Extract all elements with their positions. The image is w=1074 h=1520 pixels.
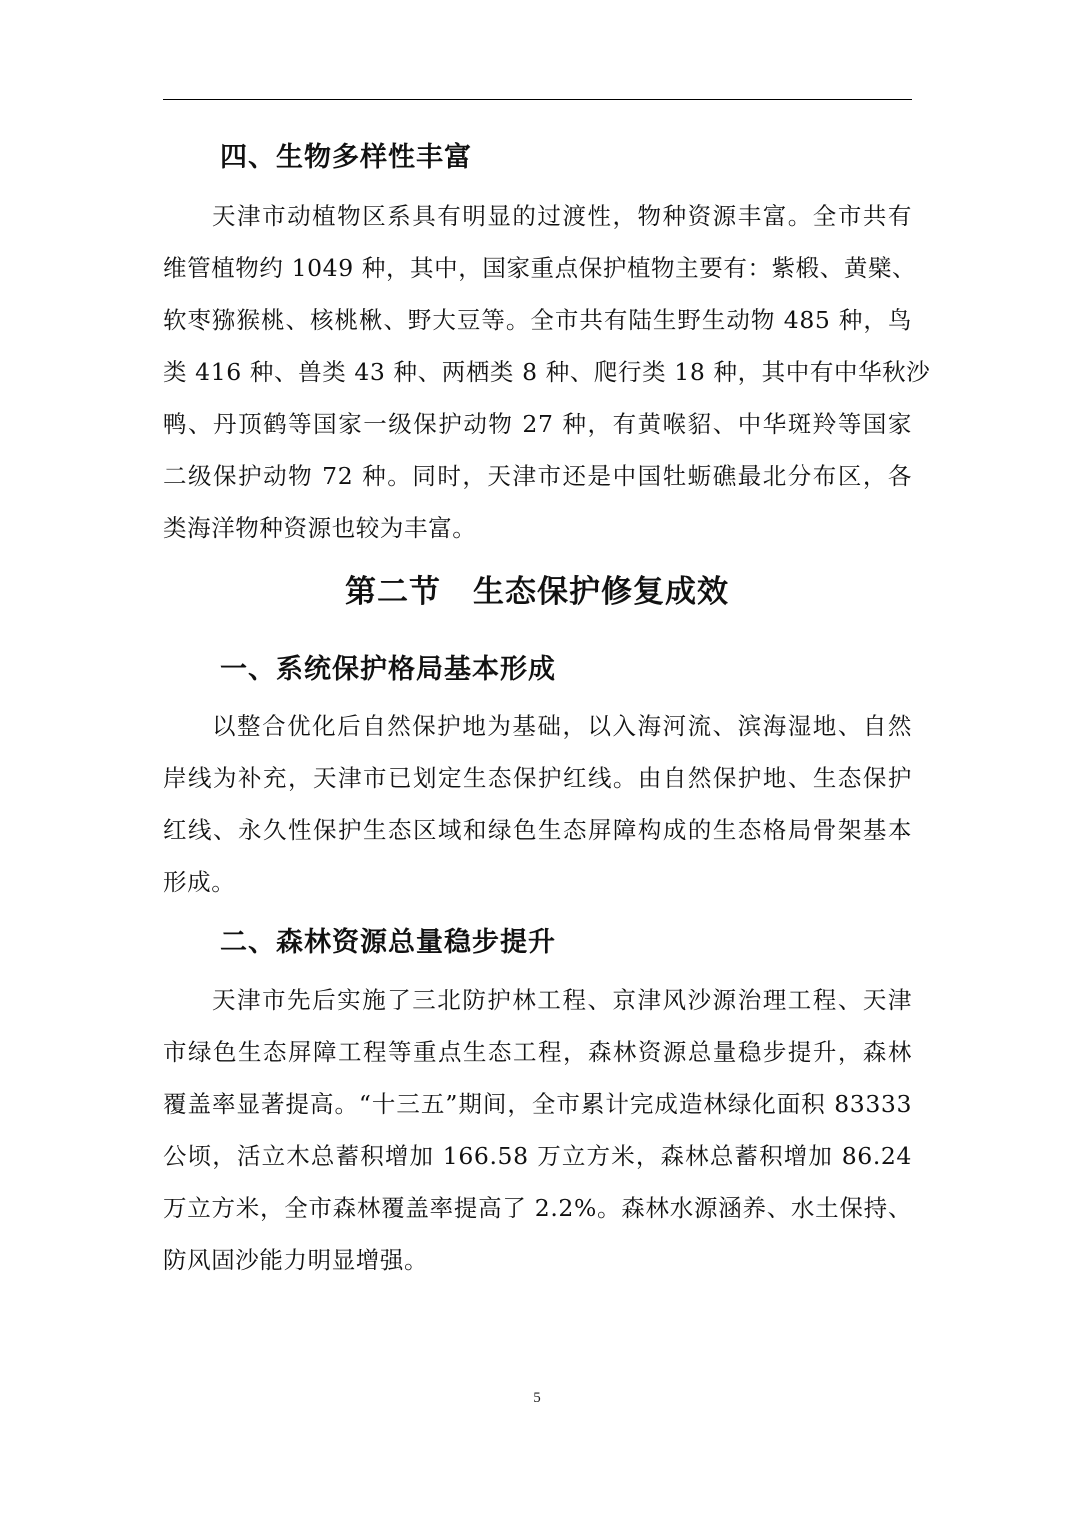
- paragraph-biodiversity: [163, 190, 931, 554]
- heading-biodiversity: 四、生物多样性丰富: [220, 142, 472, 173]
- paragraph-line: 鸭、丹顶鹤等国家一级保护动物 27 种，有黄喉貂、中华斑羚等国家: [163, 410, 912, 438]
- paragraph-line: 万立方米，全市森林覆盖率提高了 2.2%。森林水源涵养、水土保持、: [163, 1194, 912, 1222]
- paragraph-line: 天津市先后实施了三北防护林工程、京津风沙源治理工程、天津: [212, 986, 912, 1014]
- paragraph-line: 类 416 种、兽类 43 种、两栖类 8 种、爬行类 18 种，其中有中华秋沙: [163, 358, 931, 386]
- paragraph-line: 以整合优化后自然保护地为基础，以入海河流、滨海湿地、自然: [212, 712, 912, 740]
- paragraph-protection-pattern: [163, 700, 912, 908]
- paragraph-line: 形成。: [163, 868, 236, 896]
- paragraph-line: 覆盖率显著提高。“十三五”期间，全市累计完成造林绿化面积 83333: [163, 1090, 912, 1118]
- section-title: 第二节 生态保护修复成效: [345, 574, 729, 610]
- paragraph-line: 防风固沙能力明显增强。: [163, 1246, 429, 1274]
- paragraph-line: 二级保护动物 72 种。同时，天津市还是中国牡蛎礁最北分布区，各: [163, 462, 912, 490]
- paragraph-line: 岸线为补充，天津市已划定生态保护红线。由自然保护地、生态保护: [163, 764, 912, 792]
- paragraph-line: 市绿色生态屏障工程等重点生态工程，森林资源总量稳步提升，森林: [163, 1038, 912, 1066]
- heading-protection-pattern: 一、系统保护格局基本形成: [220, 654, 556, 685]
- paragraph-line: 公顷，活立木总蓄积增加 166.58 万立方米，森林总蓄积增加 86.24: [163, 1142, 912, 1170]
- paragraph-forest-resources: [163, 974, 912, 1286]
- paragraph-line: 软枣猕猴桃、核桃楸、野大豆等。全市共有陆生野生动物 485 种，鸟: [163, 306, 912, 334]
- heading-forest-resources: 二、森林资源总量稳步提升: [220, 927, 556, 958]
- page-number: 5: [533, 1390, 541, 1406]
- paragraph-line: 红线、永久性保护生态区域和绿色生态屏障构成的生态格局骨架基本: [163, 816, 912, 844]
- paragraph-line: 类海洋物种资源也较为丰富。: [163, 514, 477, 542]
- header-rule: [163, 99, 912, 100]
- paragraph-line: 天津市动植物区系具有明显的过渡性，物种资源丰富。全市共有: [212, 202, 912, 230]
- paragraph-line: 维管植物约 1049 种，其中，国家重点保护植物主要有：紫椴、黄檗、: [163, 254, 917, 282]
